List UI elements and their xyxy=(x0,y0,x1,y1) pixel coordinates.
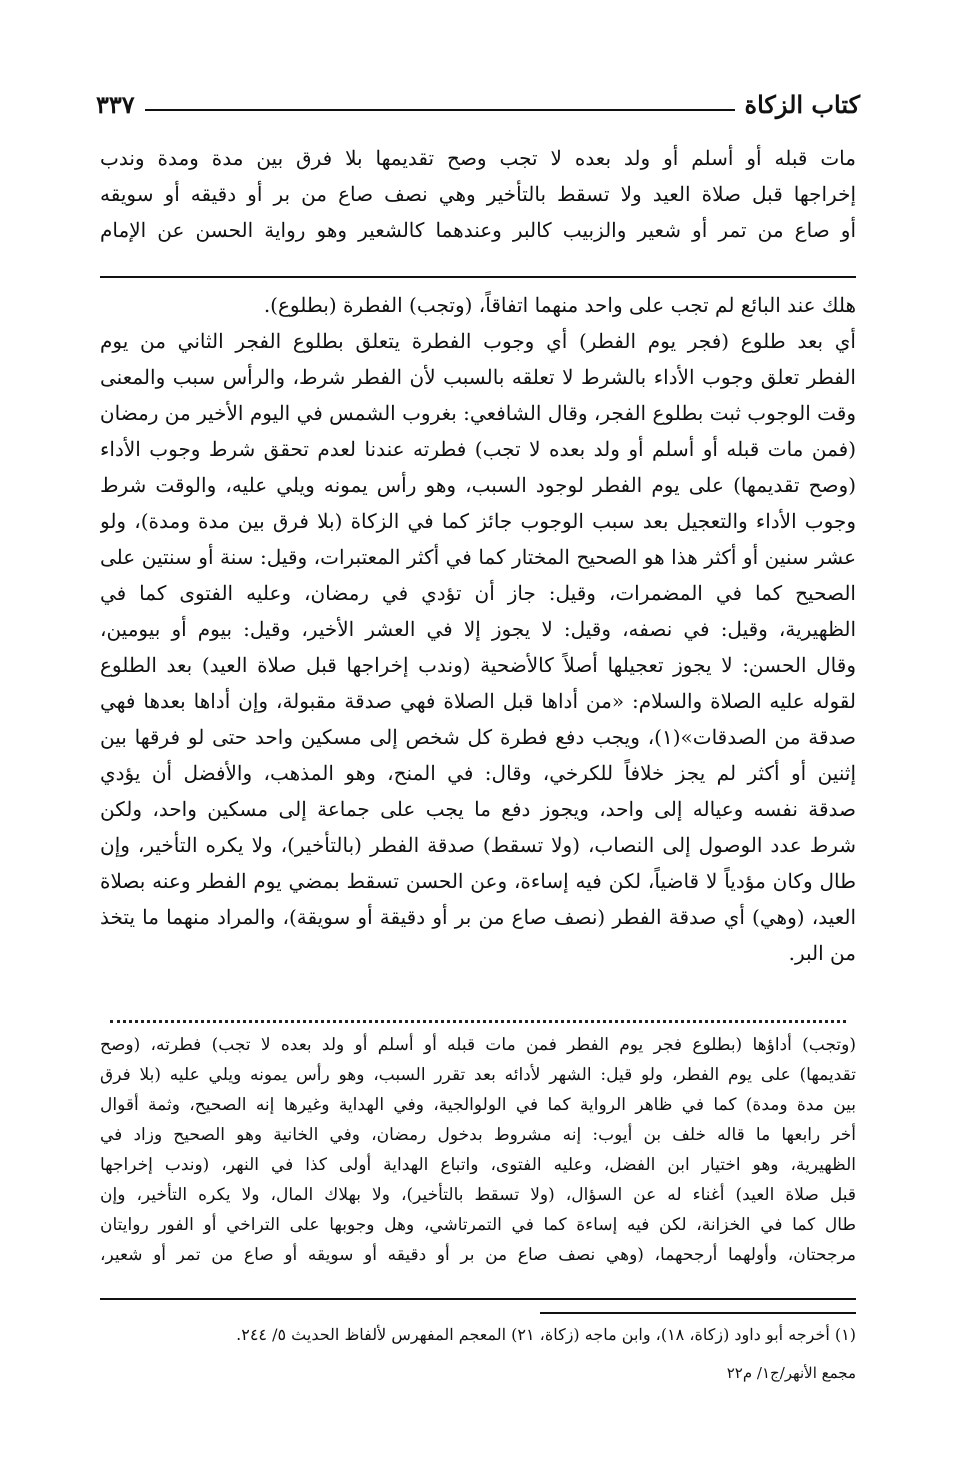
matn-line: مات قبله أو أسلم أو ولد بعده لا تجب وصح تقديمها بلا فرق بين مدة ومدة وندب xyxy=(100,146,856,170)
commentary-line: عشر سنين أو أكثر هذا هو الصحيح المختار كما في أكثر المعتبرات، وقيل: سنة أو سنتين على xyxy=(100,545,856,569)
commentary-line: لقوله عليه الصلاة والسلام: «من أداها قبل الصلاة فهي صدقة مقبولة، وإن أداها بعدها فهي xyxy=(100,689,856,713)
commentary-line: الصحيح كما في المضمرات، وقيل: جاز أن تؤدي في رمضان، وعليه الفتوى كما في xyxy=(100,581,856,605)
sharh-line: بين مدة ومدة) كما في ظاهر الرواية كما في الولوالجية، وفي الهداية وغيرها إنه الصحيح، وثمة أقوال xyxy=(100,1095,856,1115)
sharh-bottom-rule xyxy=(100,1298,856,1300)
sharh-line: الظهيرية، وهو اختيار ابن الفضل، وعليه الفتوى، واتباع الهداية أولى كذا في النهر، (وندب إخراجها xyxy=(100,1155,856,1175)
dotted-separator xyxy=(110,1020,846,1023)
commentary-line: صدقة نفسه وعياله إلى واحد، ويجوز دفع ما يجب على جماعة إلى مسكين واحد، ولكن xyxy=(100,797,856,821)
commentary-line: الظهيرية، وقيل: في نصفه، وقيل: لا يجوز إلا في العشر الأخير، وقيل: بيوم أو بيومين، xyxy=(100,617,856,641)
commentary-line: وجوب الأداء والتعجيل بعد سبب الوجوب جائز كما في الزكاة (بلا فرق بين مدة ومدة)، ولو xyxy=(100,509,856,533)
footnote-rule xyxy=(540,1312,856,1314)
commentary-line: شرط عدد الوصول إلى النصاب، (ولا تسقط) صدقة الفطر (بالتأخير)، ولا يكره التأخير، وإن xyxy=(100,833,856,857)
matn-text xyxy=(100,140,856,248)
footnote: (١) أخرجه أبو داود (زكاة، ١٨)، وابن ماجه (زكاة، ٢١) المعجم المفهرس لألفاظ الحديث ٥/ ٢٤٤. xyxy=(236,1325,856,1344)
commentary-text xyxy=(100,287,856,971)
sharh-line: أخر رابعها ما قاله خلف بن أيوب: إنه مشروط بدخول رمضان، وفي الخانية وهو الصحيح وزاد في xyxy=(100,1125,856,1145)
commentary-line: من البر. xyxy=(788,941,856,965)
matn-separator xyxy=(100,276,856,278)
commentary-line: (وصح تقديمها) على يوم الفطر لوجود السبب، وهو رأس يمونه ويلي عليه، والوقت شرط xyxy=(100,473,856,497)
matn-line: أو صاع من تمر أو شعير والزبيب كالبر وعندهما كالشعير وهو رواية الحسن عن الإمام xyxy=(100,218,856,242)
commentary-line: أي بعد طلوع (فجر يوم الفطر) أي وجوب الفطرة يتعلق بطلوع الفجر الثاني من يوم xyxy=(100,329,856,353)
commentary-line: وقت الوجوب ثبت بطلوع الفجر، وقال الشافعي: بغروب الشمس في اليوم الأخير من رمضان xyxy=(100,401,856,425)
commentary-line: صدقة من الصدقات»(١)، ويجب دفع فطرة كل شخص إلى مسكين واحد حتى لو فرقها بين xyxy=(100,725,856,749)
matn-line: إخراجها قبل صلاة العيد ولا تسقط بالتأخير وهي نصف صاع من بر أو دقيقه أو سويقه xyxy=(100,182,856,206)
sharh-line: تقديمها) على يوم الفطر، ولو قيل: الشهر لأدائه بعد تقرر السبب، وهو رأس يمونه ويلي عليه (بلا فرق xyxy=(100,1065,856,1085)
sharh-text xyxy=(100,1030,856,1270)
commentary-line: طال وكان مؤدياً لا قاضياً، لكن فيه إساءة، وعن الحسن تسقط بمضي يوم الفطر وعنه بصلاة xyxy=(100,869,856,893)
header-rule xyxy=(145,109,735,111)
sharh-line: طال كما في الخزانة، لكن فيه إساءة كما في التمرتاشي، وهل وجوبها على التراخي أو الفور روايتان xyxy=(100,1215,856,1235)
commentary-line: (فمن مات قبله أو أسلم أو ولد بعده لا تجب) فطرته عندنا لعدم تحقق شرط وجوب الأداء xyxy=(100,437,856,461)
commentary-line: إثنين أو أكثر لم يجز خلافاً للكرخي، وقال: في المنح، وهو المذهب، والأفضل أن يؤدي xyxy=(100,761,856,785)
sharh-line: قبل صلاة العيد) أغناء له عن السؤال، (ولا تسقط بالتأخير)، ولا بهلاك المال، ولا يكره التأخير، وإن xyxy=(100,1185,856,1205)
page-number: ٣٣٧ xyxy=(96,89,135,119)
commentary-line: هلك عند البائع لم تجب على واحد منهما اتفاقاً، (وتجب) الفطرة (بطلوع). xyxy=(263,293,856,317)
sharh-line: مرجحتان، وأولهما أرجحهما، (وهي نصف صاع من بر أو دقيقه أو سويقه أو صاع من تمر أو شعير، xyxy=(100,1245,856,1265)
commentary-line: وقال الحسن: لا يجوز تعجيلها أصلاً كالأضحية (وندب إخراجها قبل صلاة العيد) بعد الطلوع xyxy=(100,653,856,677)
sharh-line: (وتجب) أداؤها (بطلوع فجر يوم الفطر فمن مات قبله أو أسلم أو ولد بعده لا تجب) فطرته، (وصح xyxy=(100,1035,856,1055)
running-header xyxy=(96,86,860,122)
chapter-title: كتاب الزكاة xyxy=(744,89,860,119)
commentary-line: الفطر تعلق وجوب الأداء بالشرط لا تعلقه بالسبب لأن الفطر شرط، والرأس سبب والمعنى xyxy=(100,365,856,389)
volume-signature: مجمع الأنهر/ج١/ م٢٢ xyxy=(726,1364,856,1382)
commentary-line: العيد، (وهي) أي صدقة الفطر (نصف صاع من بر أو دقيقة أو سويقة)، والمراد منهما ما يتخذ xyxy=(100,905,856,929)
